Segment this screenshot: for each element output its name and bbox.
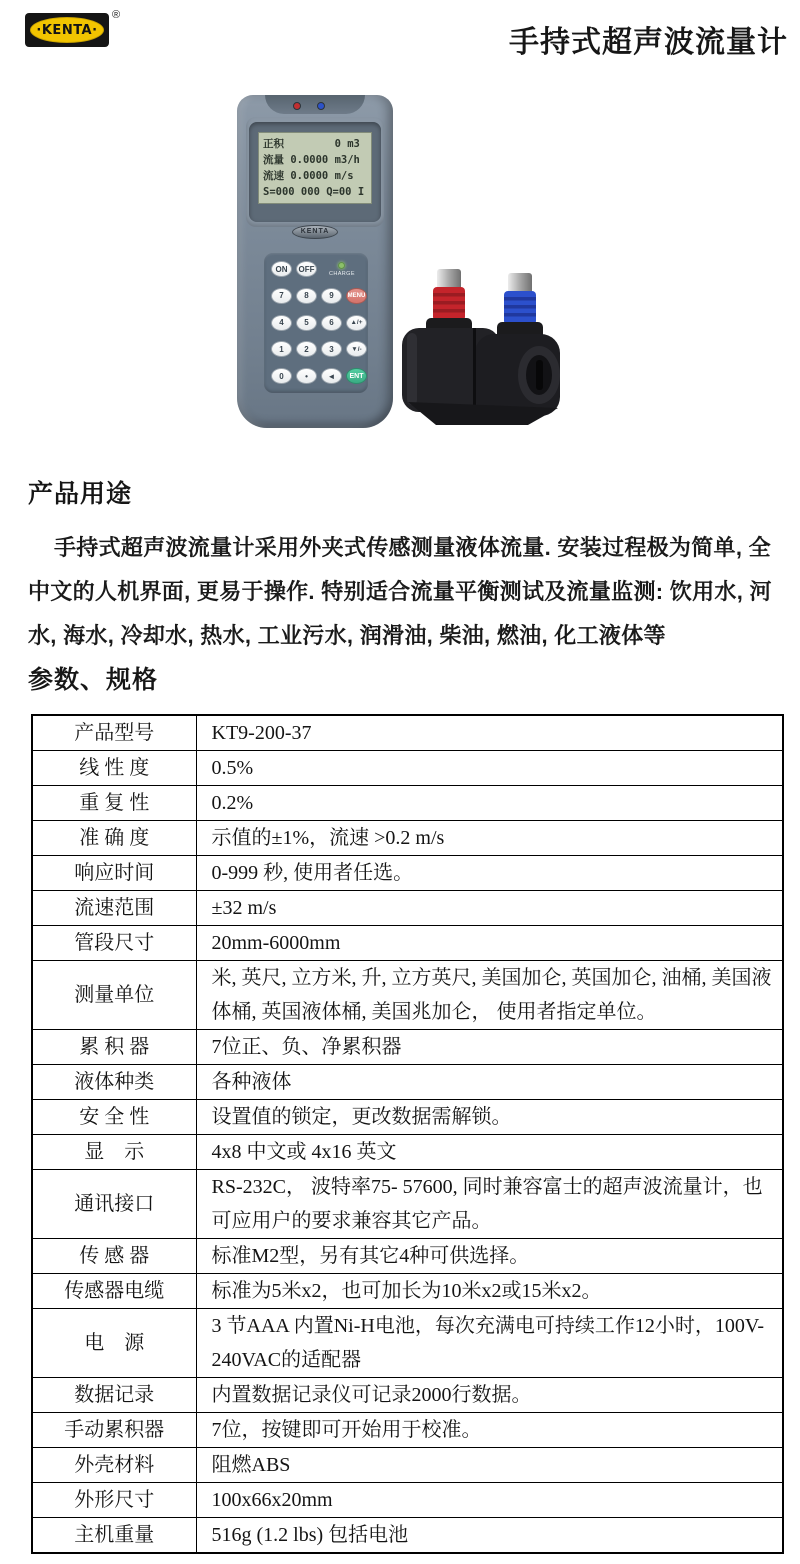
- transducers-image: [396, 266, 564, 428]
- key-6: 6: [321, 315, 342, 331]
- spec-label: 电 源: [32, 1309, 196, 1378]
- spec-label: 产品型号: [32, 715, 196, 751]
- table-row: [32, 1065, 783, 1100]
- table-row: [32, 1483, 783, 1518]
- spec-value: ±32 m/s: [196, 891, 783, 926]
- left-arrow-button: ◄: [321, 368, 342, 384]
- spec-label: 安 全 性: [32, 1100, 196, 1135]
- key-0: 0: [271, 368, 292, 384]
- spec-value: 7位，按键即可开始用于校准。: [196, 1413, 783, 1448]
- spec-value: 0.2%: [196, 786, 783, 821]
- key-1: 1: [271, 341, 292, 357]
- usage-section: [28, 474, 785, 658]
- red-transducer-connector: [426, 269, 472, 338]
- spec-label: 通讯接口: [32, 1170, 196, 1239]
- table-row: [32, 1135, 783, 1170]
- key-7: 7: [271, 288, 292, 304]
- spec-label: 传感器电缆: [32, 1274, 196, 1309]
- spec-value: 3 节AAA 内置Ni-H电池，每次充满电可持续工作12小时，100V-240VAC的适配器: [196, 1309, 783, 1378]
- table-row: [32, 856, 783, 891]
- specs-section: [28, 660, 786, 1554]
- key-2: 2: [296, 341, 317, 357]
- registered-trademark-icon: ®: [112, 9, 121, 21]
- red-port-icon: [293, 102, 301, 110]
- spec-value: 516g (1.2 lbs) 包括电池: [196, 1518, 783, 1554]
- transducer-bodies: [402, 328, 560, 425]
- key-4: 4: [271, 315, 292, 331]
- table-row: [32, 891, 783, 926]
- spec-value: 设置值的锁定，更改数据需解锁。: [196, 1100, 783, 1135]
- spec-value: 各种液体: [196, 1065, 783, 1100]
- spec-label: 累 积 器: [32, 1030, 196, 1065]
- menu-button: MENU: [346, 288, 367, 304]
- usage-heading: 产品用途: [28, 480, 133, 508]
- table-row: [32, 786, 783, 821]
- spec-label: 主机重量: [32, 1518, 196, 1554]
- table-row: [32, 821, 783, 856]
- spec-label: 液体种类: [32, 1065, 196, 1100]
- spec-value: RS-232C， 波特率75- 57600, 同时兼容富士的超声波流量计，也可应用户的要求兼容其它产品。: [196, 1170, 783, 1239]
- key-8: 8: [296, 288, 317, 304]
- spec-label: 线 性 度: [32, 751, 196, 786]
- spec-label: 手动累积器: [32, 1413, 196, 1448]
- spec-value: 阻燃ABS: [196, 1448, 783, 1483]
- spec-value: 7位正、负、净累积器: [196, 1030, 783, 1065]
- dot-button: •: [296, 368, 317, 384]
- spec-value: 0-999 秒, 使用者任选。: [196, 856, 783, 891]
- spec-value: 示值的±1%，流速 >0.2 m/s: [196, 821, 783, 856]
- table-row: [32, 1309, 783, 1378]
- spec-label: 准 确 度: [32, 821, 196, 856]
- flowmeter-device-image: [237, 95, 393, 428]
- charge-led-icon: [338, 262, 345, 269]
- spec-value: KT9-200-37: [196, 715, 783, 751]
- blue-port-icon: [317, 102, 325, 110]
- usage-paragraph: 手持式超声波流量计采用外夹式传感测量液体流量. 安装过程极为简单, 全中文的人机界面, 更易于操作. 特别适合流量平衡测试及流量监测: 饮用水, 河水, 海水, 冷却水, 热水, 工业污水, 润滑油, 柴油, 燃油, 化工液体等: [28, 535, 772, 648]
- lcd-line-velocity: 流速 0.0000 m/s: [263, 170, 354, 182]
- device-keypad: [264, 253, 368, 393]
- spec-label: 外壳材料: [32, 1448, 196, 1483]
- off-button: OFF: [296, 261, 317, 277]
- table-row: [32, 1030, 783, 1065]
- page-title: 手持式超声波流量计: [509, 26, 788, 59]
- on-button: ON: [271, 261, 292, 277]
- blue-transducer-connector: [497, 273, 543, 342]
- spec-label: 重 复 性: [32, 786, 196, 821]
- table-row: [32, 715, 783, 751]
- table-row: [32, 1100, 783, 1135]
- table-row: [32, 961, 783, 1030]
- table-row: [32, 1413, 783, 1448]
- device-brand-badge: KENTA: [292, 225, 338, 239]
- key-5: 5: [296, 315, 317, 331]
- ent-button: ENT: [346, 368, 367, 384]
- spec-value: 20mm-6000mm: [196, 926, 783, 961]
- charge-indicator: [329, 262, 355, 277]
- table-row: [32, 926, 783, 961]
- spec-label: 外形尺寸: [32, 1483, 196, 1518]
- table-row: [32, 1274, 783, 1309]
- spec-label: 数据记录: [32, 1378, 196, 1413]
- lcd-line-flow: 流量 0.0000 m3/h: [263, 154, 360, 166]
- charge-label: CHARGE: [329, 270, 355, 277]
- spec-value: 4x8 中文或 4x16 英文: [196, 1135, 783, 1170]
- specs-table: [31, 714, 784, 1554]
- spec-label: 响应时间: [32, 856, 196, 891]
- key-9: 9: [321, 288, 342, 304]
- table-row: [32, 1170, 783, 1239]
- spec-value: 标准M2型，另有其它4种可供选择。: [196, 1239, 783, 1274]
- spec-value: 100x66x20mm: [196, 1483, 783, 1518]
- specs-table-body: [32, 715, 783, 1553]
- spec-value: 标准为5米x2，也可加长为10米x2或15米x2。: [196, 1274, 783, 1309]
- spec-value: 内置数据记录仪可记录2000行数据。: [196, 1378, 783, 1413]
- spec-label: 流速范围: [32, 891, 196, 926]
- lcd-line-status: S=000 000 Q=00 I: [263, 186, 365, 198]
- spec-label: 传 感 器: [32, 1239, 196, 1274]
- spec-label: 管段尺寸: [32, 926, 196, 961]
- kenta-logo-text: ·KENTA·: [36, 22, 98, 38]
- table-row: [32, 1518, 783, 1554]
- spec-value: 米, 英尺, 立方米, 升, 立方英尺, 美国加仑, 英国加仑, 油桶, 美国液体桶, 英国液体桶, 美国兆加仑， 使用者指定单位。: [196, 961, 783, 1030]
- lcd-line-total: 正积 0 m3: [263, 138, 360, 150]
- table-row: [32, 1378, 783, 1413]
- spec-label: 显 示: [32, 1135, 196, 1170]
- lcd-screen: [258, 132, 372, 204]
- specs-heading: 参数、规格: [28, 666, 159, 694]
- device-top-recess: [265, 95, 365, 114]
- up-plus-button: ▲/+: [346, 315, 367, 331]
- table-row: [32, 1448, 783, 1483]
- down-minus-button: ▼/-: [346, 341, 367, 357]
- key-3: 3: [321, 341, 342, 357]
- spec-value: 0.5%: [196, 751, 783, 786]
- spec-label: 测量单位: [32, 961, 196, 1030]
- product-photo: [0, 0, 800, 465]
- table-row: [32, 751, 783, 786]
- table-row: [32, 1239, 783, 1274]
